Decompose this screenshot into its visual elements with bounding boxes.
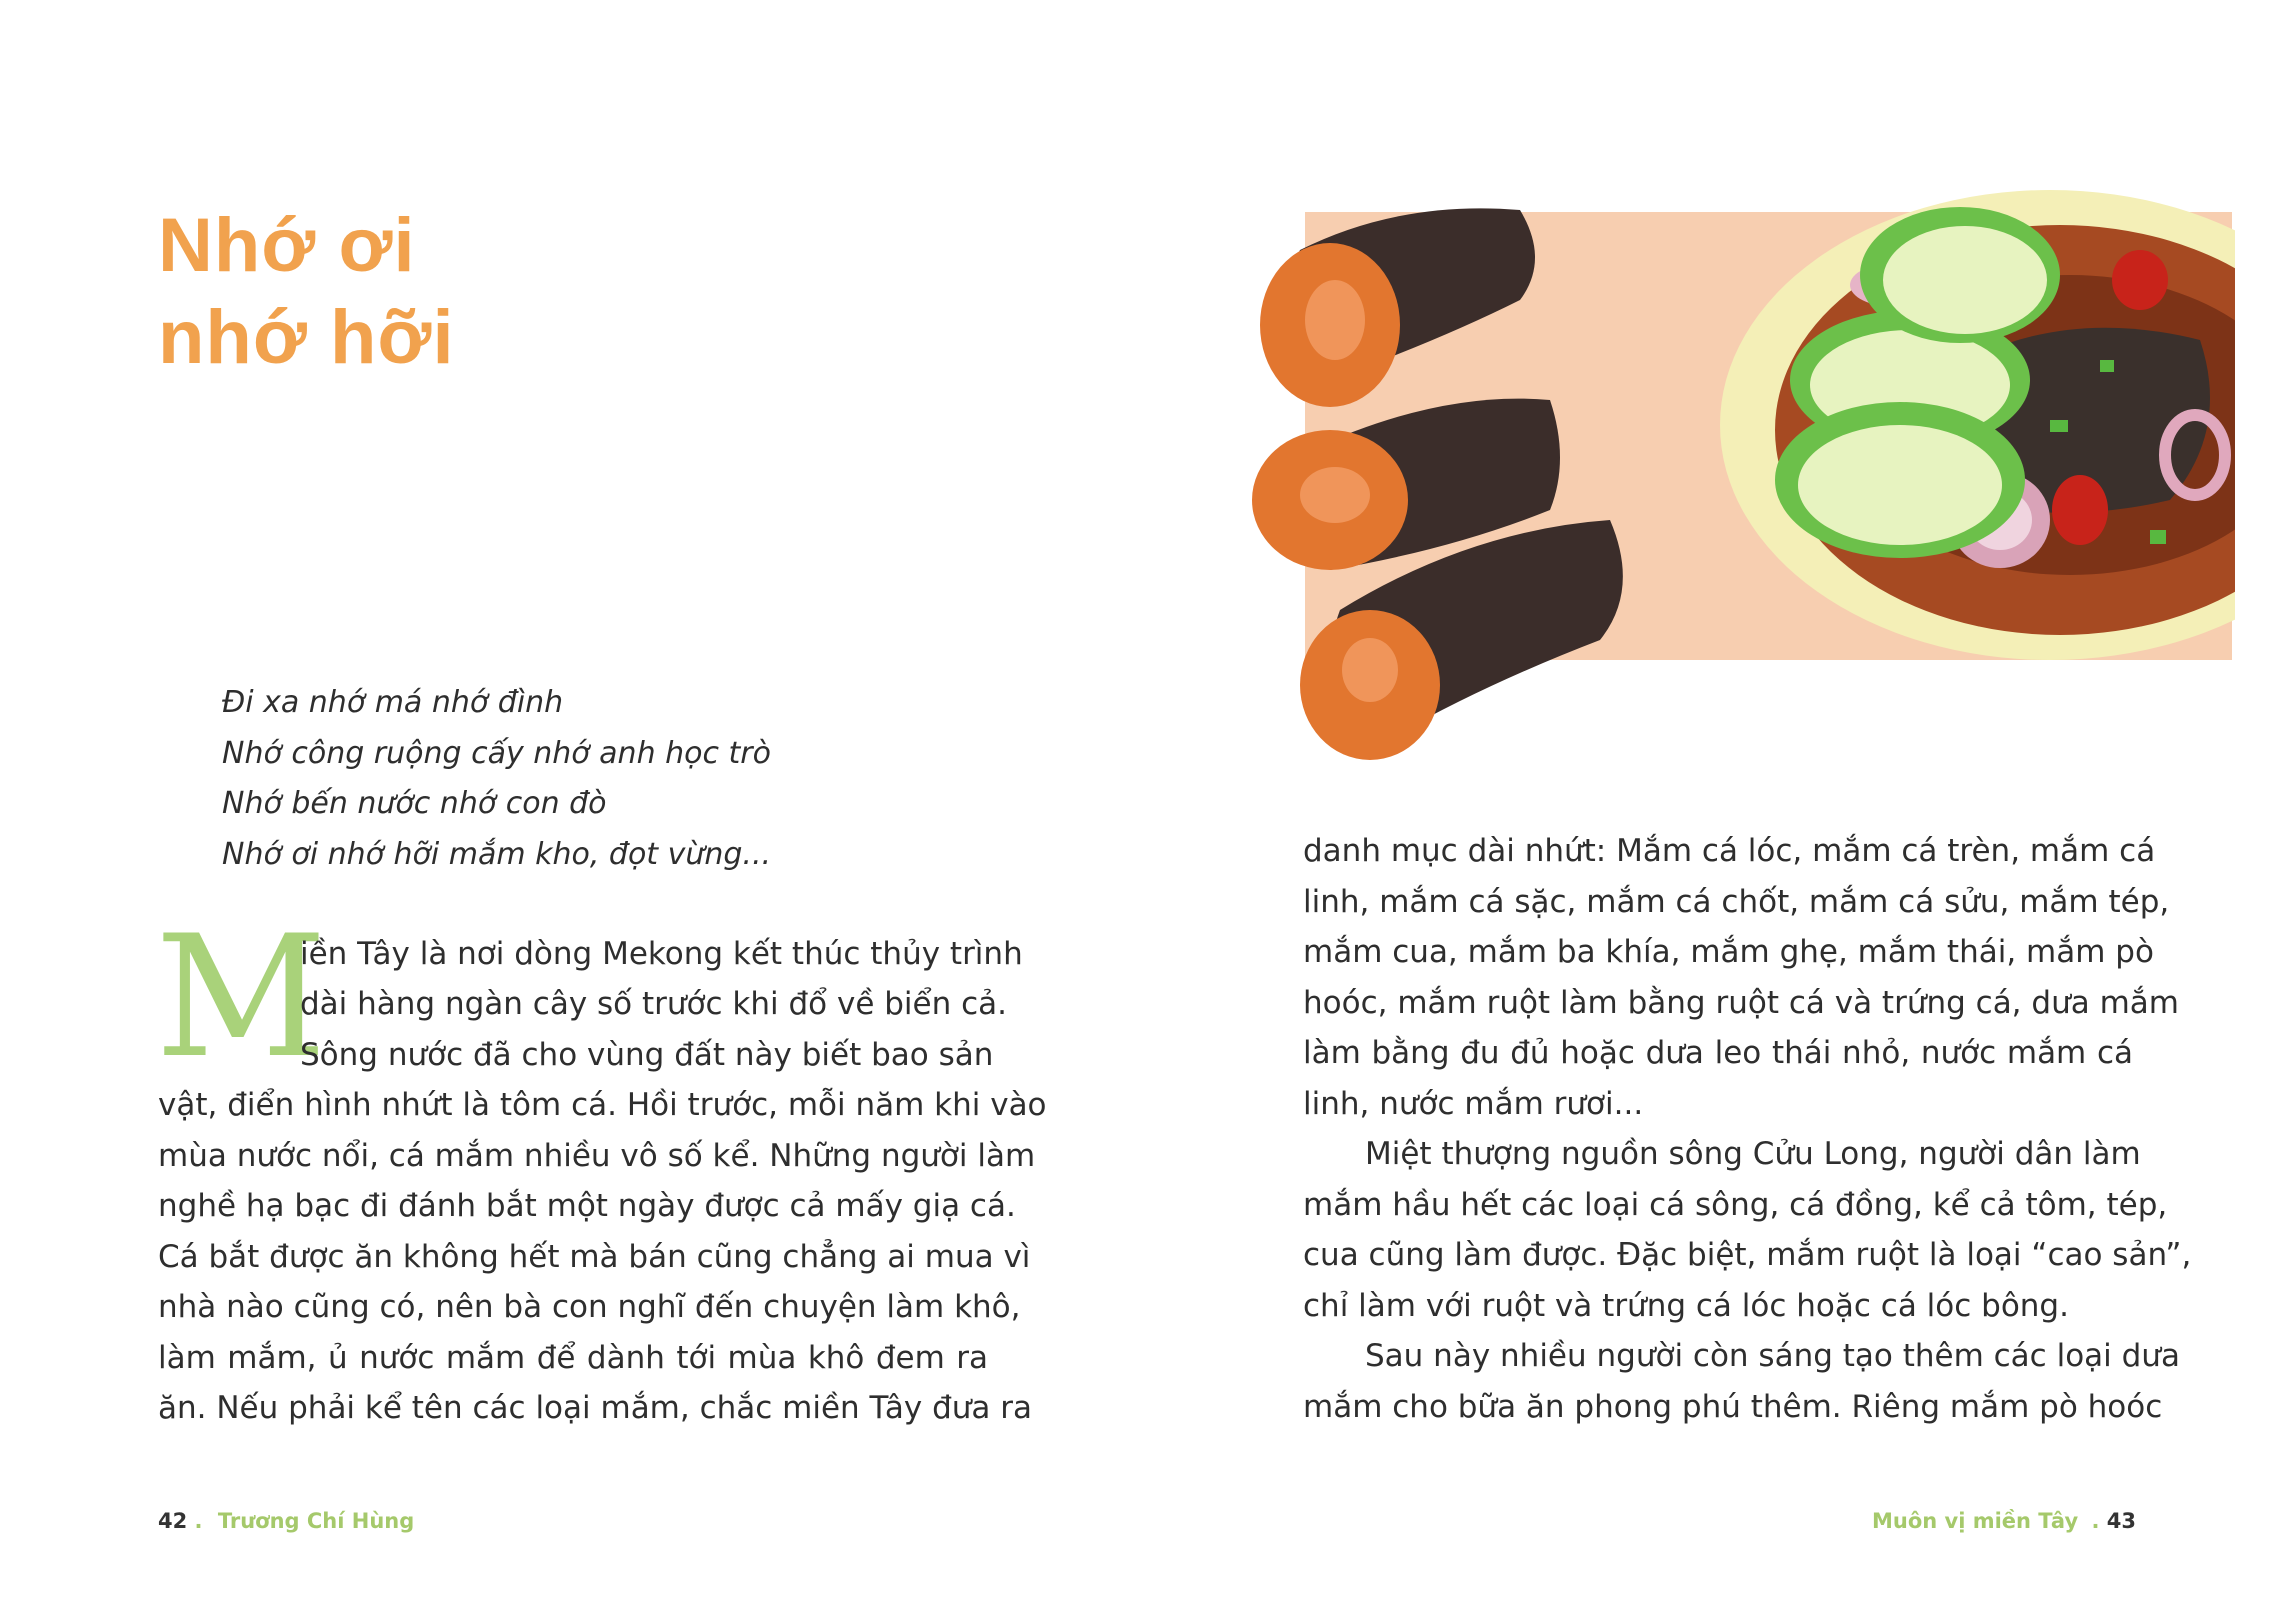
footer-separator: .: [194, 1509, 203, 1533]
poem-line: Nhớ bến nước nhớ con đò: [222, 786, 607, 821]
body-line: hoóc, mắm ruột làm bằng ruột cá và trứng cá, dưa mắm: [1303, 985, 2179, 1021]
chapter-title-line-1: Nhớ ơi: [158, 203, 416, 288]
left-footer: [158, 1506, 414, 1536]
body-line: ăn. Nếu phải kể tên các loại mắm, chắc miền Tây đưa ra: [158, 1390, 1032, 1426]
poem-line: Đi xa nhớ má nhớ đình: [222, 685, 564, 720]
body-line: vật, điển hình nhứt là tôm cá. Hồi trước, mỗi năm khi vào: [158, 1087, 1047, 1123]
body-line: Sau này nhiều người còn sáng tạo thêm các loại dưa: [1365, 1338, 2180, 1374]
chapter-title-line-2: nhớ hỡi: [158, 295, 455, 380]
body-line: iền Tây là nơi dòng Mekong kết thúc thủy trình: [300, 936, 1023, 972]
footer-separator: .: [2091, 1509, 2100, 1533]
body-line: Sông nước đã cho vùng đất này biết bao sản: [300, 1037, 994, 1073]
body-line: làm bằng đu đủ hoặc dưa leo thái nhỏ, nước mắm cá: [1303, 1035, 2133, 1071]
body-line: mắm hầu hết các loại cá sông, cá đồng, kể cả tôm, tép,: [1303, 1187, 2168, 1223]
food-illustration: [1220, 190, 2235, 790]
body-line: dài hàng ngàn cây số trước khi đổ về biển cả.: [300, 986, 1008, 1022]
body-line: Miệt thượng nguồn sông Cửu Long, người dân làm: [1365, 1136, 2141, 1172]
page-number: 42: [158, 1509, 188, 1533]
chili-slice: [2112, 250, 2168, 310]
poem-verse: [222, 678, 771, 880]
body-line: chỉ làm với ruột và trứng cá lóc hoặc cá lóc bông.: [1303, 1288, 2069, 1324]
drop-cap: M: [155, 899, 328, 1095]
body-line: Cá bắt được ăn không hết mà bán cũng chẳng ai mua vì: [158, 1239, 1031, 1275]
body-line: linh, mắm cá sặc, mắm cá chốt, mắm cá sửu, mắm tép,: [1303, 884, 2170, 920]
body-line: danh mục dài nhứt: Mắm cá lóc, mắm cá trèn, mắm cá: [1303, 833, 2156, 869]
page-number: 43: [2106, 1509, 2136, 1533]
body-line: cua cũng làm được. Đặc biệt, mắm ruột là loại “cao sản”,: [1303, 1237, 2192, 1273]
body-line: nghề hạ bạc đi đánh bắt một ngày được cả mấy giạ cá.: [158, 1188, 1016, 1224]
body-line: mùa nước nổi, cá mắm nhiều vô số kể. Những người làm: [158, 1138, 1036, 1174]
author-name: Trương Chí Hùng: [217, 1509, 415, 1533]
body-line: linh, nước mắm rươi...: [1303, 1086, 1644, 1122]
green-onion: [2150, 530, 2166, 544]
poem-line: Nhớ công ruộng cấy nhớ anh học trò: [222, 735, 771, 771]
green-onion: [2050, 420, 2068, 432]
right-footer: [1872, 1506, 2136, 1536]
book-title: Muôn vị miền Tây: [1871, 1509, 2079, 1533]
chapter-title: [158, 200, 455, 384]
poem-line: Nhớ ơi nhớ hỡi mắm kho, đọt vừng...: [222, 836, 772, 872]
body-line: mắm cua, mắm ba khía, mắm ghẹ, mắm thái, mắm pò: [1303, 934, 2154, 970]
body-line: làm mắm, ủ nước mắm để dành tới mùa khô đem ra: [158, 1340, 988, 1376]
chili-slice: [2052, 475, 2108, 545]
green-onion: [2100, 360, 2114, 372]
body-line: nhà nào cũng có, nên bà con nghĩ đến chuyện làm khô,: [158, 1289, 1021, 1325]
body-line: mắm cho bữa ăn phong phú thêm. Riêng mắm pò hoóc: [1303, 1389, 2163, 1425]
